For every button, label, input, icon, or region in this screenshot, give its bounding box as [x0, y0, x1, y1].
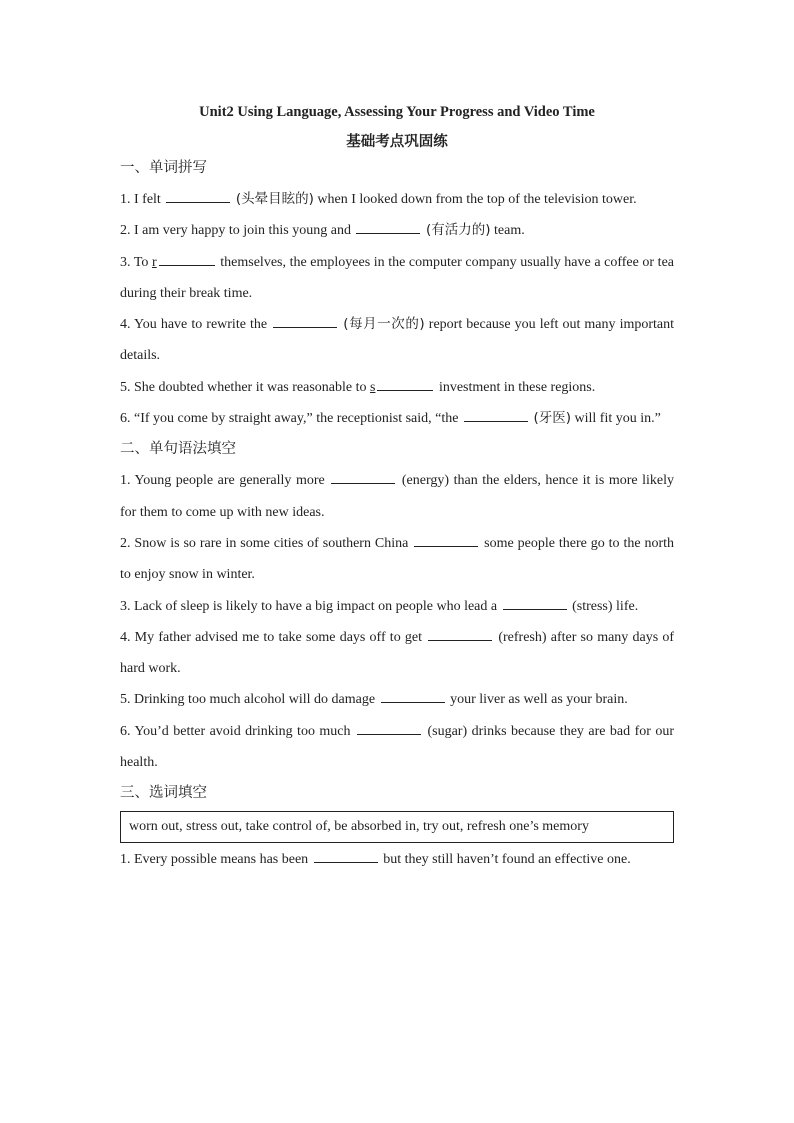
answer-blank[interactable]	[414, 534, 478, 547]
item-hint: (energy)	[401, 473, 450, 489]
spelling-item-5	[120, 372, 674, 403]
item-text: 2. Snow is so rare in some cities of southern China	[120, 535, 409, 551]
item-text: after so many days of hard work.	[120, 629, 674, 677]
item-text: 4. My father advised me to take some days off to get	[120, 629, 422, 645]
item-text: than the elders, hence it is more likely for them to come up with new ideas.	[120, 473, 675, 520]
item-hint: (每月一次的)	[343, 316, 425, 333]
item-text: drinks because they are bad for our health.	[120, 723, 675, 771]
item-text: 1. Every possible means has been	[120, 852, 309, 868]
item-text: life.	[616, 598, 639, 614]
item-hint: (refresh)	[498, 629, 547, 645]
item-text: team.	[494, 223, 525, 239]
item-text: some people there go to the north to enjoy snow in winter.	[120, 535, 675, 583]
grammar-item-2	[120, 528, 674, 591]
answer-blank[interactable]	[273, 315, 337, 328]
item-text: but they still haven’t found an effective one.	[383, 852, 631, 868]
item-text: 3. To	[120, 254, 149, 270]
item-text: will fit you in.”	[574, 411, 661, 427]
item-hint: (有活力的)	[425, 222, 491, 239]
answer-blank[interactable]	[357, 722, 421, 735]
initial-letter: r	[152, 254, 157, 270]
grammar-item-1	[120, 465, 674, 528]
section-heading-grammar: 二、单句语法填空	[120, 441, 236, 458]
worksheet-page	[120, 101, 674, 876]
item-hint: (牙医)	[533, 410, 572, 427]
spelling-item-1	[120, 184, 674, 215]
item-text: your liver as well as your brain.	[450, 692, 628, 708]
item-text: themselves, the employees in the computer company usually have a coffee or tea during their break time.	[120, 254, 675, 301]
section-heading-word-choice: 三、选词填空	[120, 785, 207, 802]
answer-blank[interactable]	[377, 378, 433, 391]
grammar-item-3	[120, 591, 674, 622]
item-text: 6. You’d better avoid drinking too much	[120, 723, 351, 739]
spelling-item-2	[120, 215, 674, 246]
item-text: when I looked down from the top of the television tower.	[317, 192, 637, 207]
answer-blank[interactable]	[314, 850, 378, 863]
item-text: 3. Lack of sleep is likely to have a big impact on people who lead a	[120, 598, 498, 614]
spelling-item-3	[120, 247, 674, 310]
grammar-item-5	[120, 684, 674, 715]
item-hint: (头晕目眩的)	[235, 191, 314, 207]
word-bank-box: worn out, stress out, take control of, be absorbed in, try out, refresh one’s memory	[120, 811, 674, 843]
grammar-item-4	[120, 622, 674, 685]
item-text: 4. You have to rewrite the	[120, 317, 268, 333]
item-text: 1. I felt	[120, 192, 161, 207]
page-title: Unit2 Using Language, Assessing Your Progress and Video Time	[199, 104, 595, 120]
item-text: 5. She doubted whether it was reasonable to	[120, 379, 367, 395]
item-text: investment in these regions.	[438, 379, 596, 395]
item-text: 6. “If you come by straight away,” the receptionist said, “the	[120, 411, 459, 427]
item-hint: (stress)	[572, 598, 613, 614]
item-text: 5. Drinking too much alcohol will do damage	[120, 692, 376, 708]
answer-blank[interactable]	[464, 409, 528, 422]
item-hint: (sugar)	[427, 723, 468, 739]
spelling-item-4	[120, 309, 674, 372]
answer-blank[interactable]	[503, 597, 567, 610]
item-text: report because you left out many important details.	[120, 317, 675, 364]
item-text: 2. I am very happy to join this young and	[120, 223, 351, 239]
answer-blank[interactable]	[356, 221, 420, 234]
answer-blank[interactable]	[428, 628, 492, 641]
grammar-item-6	[120, 716, 674, 779]
spelling-item-6	[120, 403, 674, 434]
page-subtitle: 基础考点巩固练	[346, 134, 448, 150]
section-heading-spelling: 一、单词拼写	[120, 160, 207, 176]
answer-blank[interactable]	[381, 690, 445, 703]
word-choice-item-1	[120, 844, 674, 875]
answer-blank[interactable]	[159, 253, 215, 266]
answer-blank[interactable]	[166, 190, 230, 203]
item-text: 1. Young people are generally more	[120, 473, 325, 489]
answer-blank[interactable]	[331, 471, 395, 484]
initial-letter: s	[370, 379, 376, 395]
